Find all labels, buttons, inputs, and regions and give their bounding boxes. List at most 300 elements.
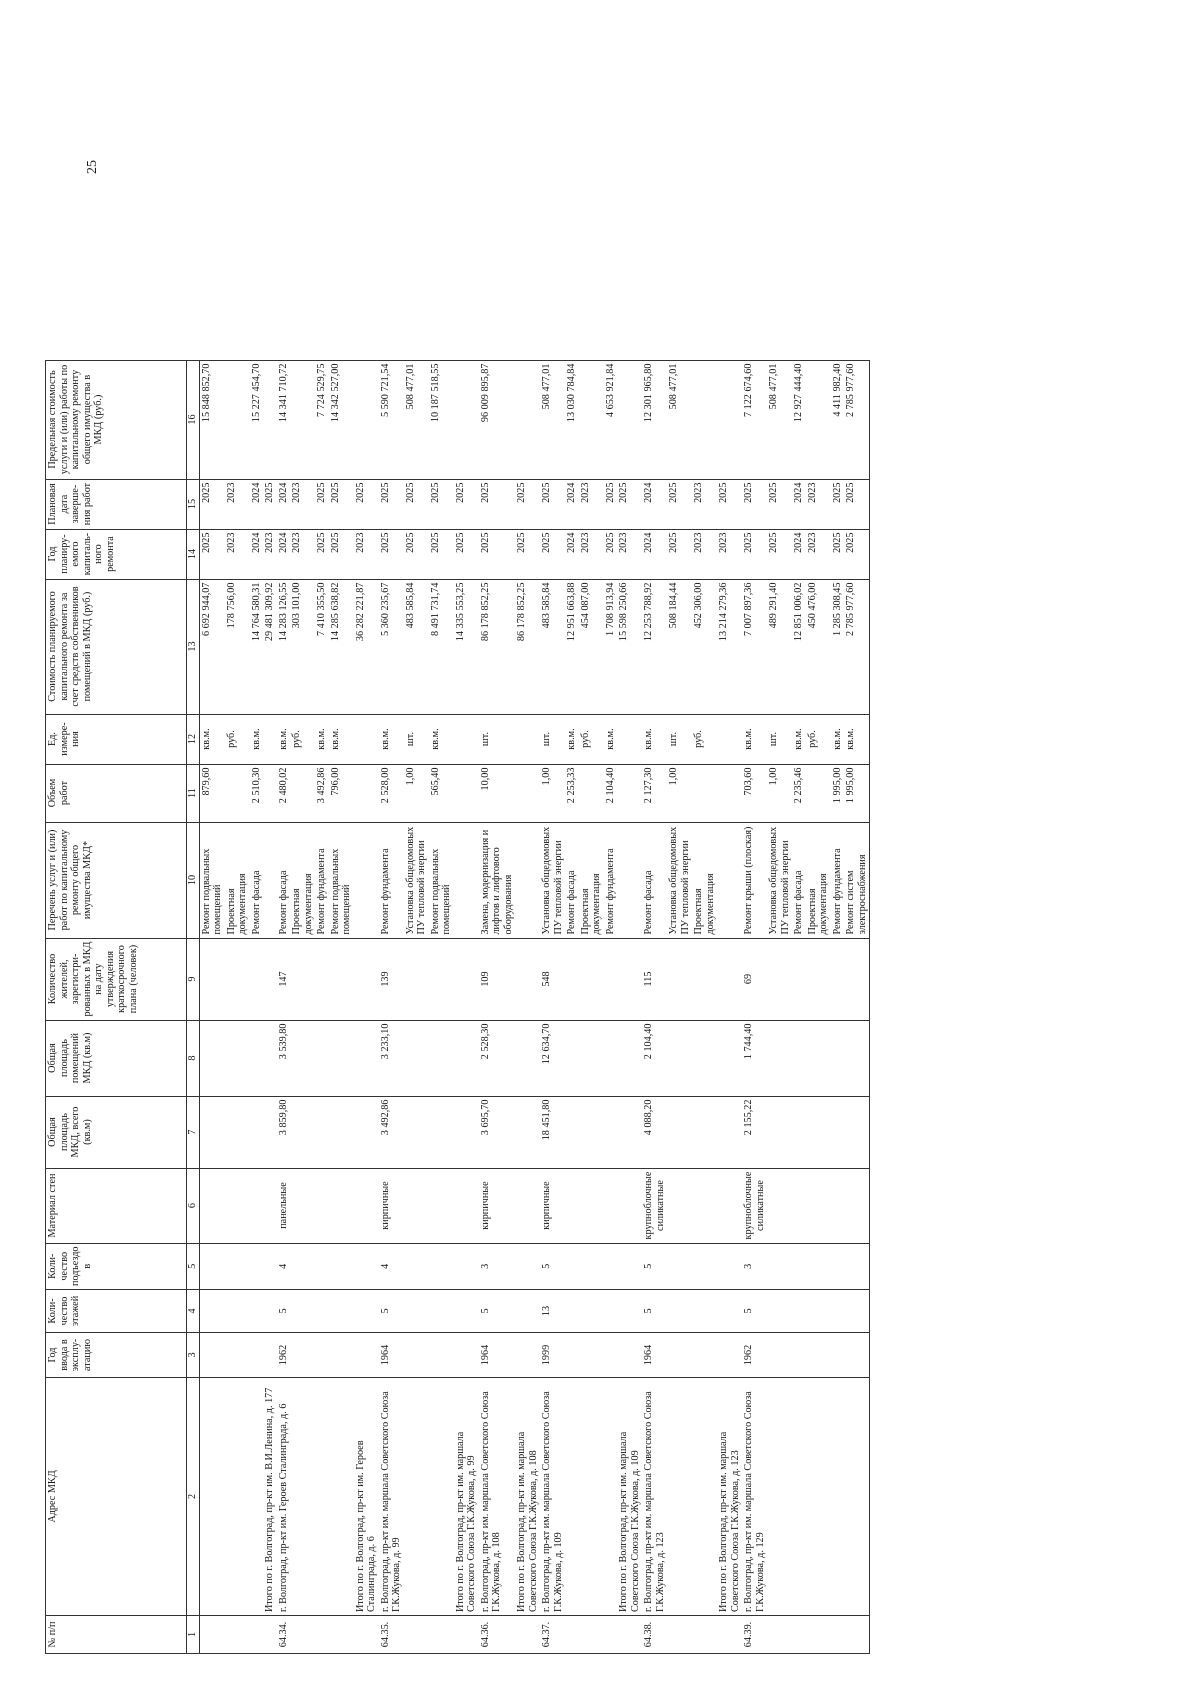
cell-premises-area (315, 1020, 329, 1096)
cell-row-number (565, 1616, 579, 1654)
cell-floors (354, 1290, 379, 1333)
cell-work-type (515, 822, 540, 938)
cell-limit-cost: 7 724 529,75 (315, 360, 329, 479)
cell-wall-material: крупноблочные силикатные (642, 1168, 667, 1243)
cell-total-area (354, 1096, 379, 1168)
cell-total-area (263, 1096, 277, 1168)
cell-year-built (617, 1333, 642, 1378)
cell-entrances (404, 1243, 429, 1289)
cell-planned-year: 2023 (717, 529, 742, 579)
cell-year-built (250, 1333, 264, 1378)
cell-wall-material (454, 1168, 479, 1243)
cell-completion-year: 2025 (404, 479, 429, 529)
cell-premises-area (579, 1020, 604, 1096)
column-number: 11 (187, 764, 200, 822)
cell-row-number (717, 1616, 742, 1654)
cell-address: г. Волгоград, пр-кт им. Героев Сталинграда, д. 6 (277, 1378, 291, 1616)
table-row (565, 360, 579, 1653)
cell-residents (692, 938, 717, 1020)
cell-floors (429, 1290, 454, 1333)
cell-total-area (315, 1096, 329, 1168)
cell-address (290, 1378, 315, 1616)
cell-unit (263, 714, 277, 764)
table-row (250, 360, 264, 1653)
cell-wall-material (250, 1168, 264, 1243)
cell-entrances (767, 1243, 792, 1289)
cell-premises-area: 1 744,40 (742, 1020, 767, 1096)
cell-premises-area (429, 1020, 454, 1096)
cell-unit: кв.м. (199, 714, 225, 764)
cell-total-area (515, 1096, 540, 1168)
cell-residents (515, 938, 540, 1020)
cell-row-number (767, 1616, 792, 1654)
total-row (717, 360, 742, 1653)
cell-planned-year: 2024 (792, 529, 806, 579)
cell-planned-year: 2023 (579, 529, 604, 579)
cell-completion-year: 2025 (717, 479, 742, 529)
cell-premises-area (792, 1020, 806, 1096)
cell-completion-year: 2025 (515, 479, 540, 529)
cell-work-volume: 1,00 (667, 764, 692, 822)
cell-year-built (565, 1333, 579, 1378)
cell-residents (329, 938, 354, 1020)
cell-limit-cost: 15 227 454,70 (250, 360, 264, 479)
header-cell: Год планиру-емого капиталь-ного ремонта (46, 529, 187, 579)
cell-work-volume (515, 764, 540, 822)
cell-total-area (604, 1096, 618, 1168)
column-number: 2 (187, 1378, 200, 1616)
cell-completion-year: 2024 (250, 479, 264, 529)
cell-planned-year: 2025 (540, 529, 565, 579)
cell-row-number (454, 1616, 479, 1654)
cell-floors (792, 1290, 806, 1333)
cell-limit-cost: 13 030 784,84 (565, 360, 579, 479)
cell-wall-material (329, 1168, 354, 1243)
cell-row-number: 64.36. (479, 1616, 516, 1654)
cell-year-built (767, 1333, 792, 1378)
table-row (479, 360, 516, 1653)
cell-wall-material (263, 1168, 277, 1243)
cell-floors (604, 1290, 618, 1333)
cell-address: г. Волгоград, пр-кт им. маршала Советского Союза Г.К.Жукова, д. 109 (540, 1378, 565, 1616)
cell-planned-cost: 8 491 731,74 (429, 579, 454, 714)
cell-unit: шт. (540, 714, 565, 764)
cell-premises-area (290, 1020, 315, 1096)
cell-floors (831, 1290, 845, 1333)
cell-planned-cost: 29 481 309,92 (263, 579, 277, 714)
cell-total-area (429, 1096, 454, 1168)
cell-premises-area: 2 104,40 (642, 1020, 667, 1096)
cell-unit: кв.м. (831, 714, 845, 764)
cell-limit-cost (579, 360, 604, 479)
cell-wall-material: кирпичные (540, 1168, 565, 1243)
cell-residents (429, 938, 454, 1020)
cell-address: Итого по г. Волгоград, пр-кт им. маршала Советского Союза Г.К.Жукова, д. 108 (515, 1378, 540, 1616)
cell-work-type: Ремонт фасада (565, 822, 579, 938)
cell-row-number (404, 1616, 429, 1654)
cell-address (329, 1378, 354, 1616)
header-cell: Коли-чество этажей (46, 1290, 187, 1333)
cell-residents (315, 938, 329, 1020)
cell-address: Итого по г. Волгоград, пр-кт им. маршала Советского Союза Г.К.Жукова, д. 123 (717, 1378, 742, 1616)
page-number: 25 (85, 160, 100, 174)
cell-work-volume (354, 764, 379, 822)
cell-year-built: 1964 (642, 1333, 667, 1378)
cell-work-volume: 2 480,02 (277, 764, 291, 822)
cell-completion-year: 2025 (454, 479, 479, 529)
cell-limit-cost: 12 927 444,40 (792, 360, 806, 479)
cell-floors (329, 1290, 354, 1333)
cell-row-number (315, 1616, 329, 1654)
table-row (579, 360, 604, 1653)
cell-floors (199, 1290, 225, 1333)
cell-planned-cost: 14 285 638,82 (329, 579, 354, 714)
cell-wall-material (717, 1168, 742, 1243)
column-number: 13 (187, 579, 200, 714)
cell-unit: шт. (667, 714, 692, 764)
cell-total-area (579, 1096, 604, 1168)
cell-unit: кв.м. (250, 714, 264, 764)
cell-address (404, 1378, 429, 1616)
table-row (315, 360, 329, 1653)
column-number: 4 (187, 1290, 200, 1333)
cell-address: Итого по г. Волгоград, пр-кт им. В.И.Ленина, д. 177 (263, 1378, 277, 1616)
cell-residents (844, 938, 870, 1020)
table-row (831, 360, 845, 1653)
cell-wall-material (831, 1168, 845, 1243)
cell-planned-year: 2025 (379, 529, 404, 579)
cell-row-number: 64.39. (742, 1616, 767, 1654)
cell-work-type: Проектная документация (290, 822, 315, 938)
cell-entrances (579, 1243, 604, 1289)
cell-row-number (225, 1616, 250, 1654)
cell-work-type: Ремонт фасада (277, 822, 291, 938)
cell-floors (692, 1290, 717, 1333)
cell-planned-cost: 489 291,40 (767, 579, 792, 714)
cell-planned-cost: 13 214 279,36 (717, 579, 742, 714)
cell-work-type: Установка общедомовых ПУ тепловой энергии (540, 822, 565, 938)
cell-planned-cost: 14 283 126,55 (277, 579, 291, 714)
cell-limit-cost (692, 360, 717, 479)
column-number: 6 (187, 1168, 200, 1243)
cell-work-type (717, 822, 742, 938)
cell-completion-year: 2025 (354, 479, 379, 529)
cell-address (225, 1378, 250, 1616)
cell-floors (263, 1290, 277, 1333)
cell-entrances (329, 1243, 354, 1289)
cell-planned-cost: 1 708 913,94 (604, 579, 618, 714)
cell-planned-year: 2025 (742, 529, 767, 579)
cell-year-built (404, 1333, 429, 1378)
cell-floors (515, 1290, 540, 1333)
cell-planned-year: 2024 (565, 529, 579, 579)
header-cell: Ед. измере-ния (46, 714, 187, 764)
cell-total-area: 18 451,80 (540, 1096, 565, 1168)
cell-planned-cost: 450 476,00 (806, 579, 831, 714)
cell-work-volume: 796,00 (329, 764, 354, 822)
cell-completion-year: 2024 (642, 479, 667, 529)
cell-floors (579, 1290, 604, 1333)
cell-entrances (515, 1243, 540, 1289)
cell-premises-area (717, 1020, 742, 1096)
cell-work-volume (454, 764, 479, 822)
cell-work-volume (290, 764, 315, 822)
table-row (692, 360, 717, 1653)
column-number: 8 (187, 1020, 200, 1096)
header-cell: № п/п (46, 1616, 187, 1654)
cell-completion-year: 2025 (667, 479, 692, 529)
cell-residents (354, 938, 379, 1020)
cell-work-type (263, 822, 277, 938)
cell-address (806, 1378, 831, 1616)
cell-planned-cost: 14 764 580,31 (250, 579, 264, 714)
cell-wall-material (199, 1168, 225, 1243)
cell-address: Итого по г. Волгоград, пр-кт им. маршала Советского Союза Г.К.Жукова, д. 109 (617, 1378, 642, 1616)
cell-row-number: 64.35. (379, 1616, 404, 1654)
cell-total-area (717, 1096, 742, 1168)
cell-completion-year: 2025 (315, 479, 329, 529)
cell-premises-area (199, 1020, 225, 1096)
cell-work-type: Ремонт подвальных помещений (429, 822, 454, 938)
cell-row-number (792, 1616, 806, 1654)
cell-work-type: Установка общедомовых ПУ тепловой энергии (667, 822, 692, 938)
cell-planned-year: 2025 (404, 529, 429, 579)
cell-limit-cost (806, 360, 831, 479)
cell-limit-cost: 4 653 921,84 (604, 360, 618, 479)
cell-wall-material (565, 1168, 579, 1243)
total-row (454, 360, 479, 1653)
cell-limit-cost: 508 477,01 (667, 360, 692, 479)
cell-unit: кв.м. (642, 714, 667, 764)
column-number: 12 (187, 714, 200, 764)
table-row (540, 360, 565, 1653)
cell-premises-area: 12 634,70 (540, 1020, 565, 1096)
cell-floors: 5 (479, 1290, 516, 1333)
table-row (429, 360, 454, 1653)
cell-wall-material (604, 1168, 618, 1243)
cell-work-volume (806, 764, 831, 822)
cell-row-number: 64.37. (540, 1616, 565, 1654)
cell-residents (199, 938, 225, 1020)
cell-row-number (806, 1616, 831, 1654)
cell-row-number (604, 1616, 618, 1654)
cell-address (831, 1378, 845, 1616)
column-number: 9 (187, 938, 200, 1020)
cell-work-type: Ремонт фундамента (831, 822, 845, 938)
cell-wall-material (354, 1168, 379, 1243)
cell-work-type: Ремонт подвальных помещений (329, 822, 354, 938)
cell-planned-cost: 86 178 852,25 (515, 579, 540, 714)
cell-unit: шт. (767, 714, 792, 764)
cell-year-built (692, 1333, 717, 1378)
cell-planned-year: 2025 (429, 529, 454, 579)
cell-row-number (515, 1616, 540, 1654)
cell-completion-year: 2023 (692, 479, 717, 529)
cell-wall-material (806, 1168, 831, 1243)
cell-premises-area (263, 1020, 277, 1096)
column-number-row (187, 360, 200, 1653)
cell-total-area (404, 1096, 429, 1168)
cell-floors (454, 1290, 479, 1333)
cell-work-type (354, 822, 379, 938)
cell-unit: кв.м. (742, 714, 767, 764)
cell-unit: шт. (404, 714, 429, 764)
cell-completion-year: 2025 (617, 479, 642, 529)
table-row (792, 360, 806, 1653)
table-row (290, 360, 315, 1653)
cell-planned-year: 2023 (354, 529, 379, 579)
cell-work-type: Проектная документация (692, 822, 717, 938)
cell-entrances (792, 1243, 806, 1289)
cell-address: Итого по г. Волгоград, пр-кт им. Героев Сталинграда, д. 6 (354, 1378, 379, 1616)
cell-floors (565, 1290, 579, 1333)
cell-completion-year: 2024 (277, 479, 291, 529)
cell-limit-cost: 508 477,01 (540, 360, 565, 479)
header-cell: Объем работ (46, 764, 187, 822)
table-row (742, 360, 767, 1653)
cell-wall-material (429, 1168, 454, 1243)
cell-year-built (604, 1333, 618, 1378)
cell-residents: 69 (742, 938, 767, 1020)
total-row (263, 360, 277, 1653)
cell-floors (250, 1290, 264, 1333)
table-row (277, 360, 291, 1653)
total-row (354, 360, 379, 1653)
cell-work-volume (579, 764, 604, 822)
cell-entrances (199, 1243, 225, 1289)
cell-address (250, 1378, 264, 1616)
cell-completion-year: 2025 (479, 479, 516, 529)
cell-entrances: 5 (540, 1243, 565, 1289)
cell-residents (250, 938, 264, 1020)
cell-unit: шт. (479, 714, 516, 764)
cell-entrances (692, 1243, 717, 1289)
cell-entrances (617, 1243, 642, 1289)
cell-address (692, 1378, 717, 1616)
cell-work-type: Проектная документация (806, 822, 831, 938)
header-cell: Материал стен (46, 1168, 187, 1243)
cell-limit-cost (290, 360, 315, 479)
cell-planned-cost: 483 585,84 (404, 579, 429, 714)
cell-floors: 5 (642, 1290, 667, 1333)
cell-limit-cost: 96 009 895,87 (479, 360, 516, 479)
cell-premises-area (692, 1020, 717, 1096)
cell-limit-cost (717, 360, 742, 479)
cell-year-built: 1999 (540, 1333, 565, 1378)
cell-residents (263, 938, 277, 1020)
cell-row-number (579, 1616, 604, 1654)
cell-work-volume: 2 510,30 (250, 764, 264, 822)
cell-completion-year: 2025 (199, 479, 225, 529)
cell-entrances: 4 (379, 1243, 404, 1289)
cell-work-volume: 1,00 (404, 764, 429, 822)
cell-work-volume: 2 127,30 (642, 764, 667, 822)
cell-unit: руб. (692, 714, 717, 764)
cell-wall-material (617, 1168, 642, 1243)
cell-row-number (844, 1616, 870, 1654)
cell-entrances: 3 (479, 1243, 516, 1289)
cell-residents (767, 938, 792, 1020)
cell-unit: кв.м. (565, 714, 579, 764)
cell-wall-material (792, 1168, 806, 1243)
cell-entrances (717, 1243, 742, 1289)
cell-limit-cost: 14 341 710,72 (277, 360, 291, 479)
cell-year-built (806, 1333, 831, 1378)
cell-planned-cost: 1 285 308,45 (831, 579, 845, 714)
cell-total-area (617, 1096, 642, 1168)
cell-completion-year: 2023 (579, 479, 604, 529)
cell-completion-year: 2025 (540, 479, 565, 529)
cell-entrances (565, 1243, 579, 1289)
cell-address: Итого по г. Волгоград, пр-кт им. маршала Советского Союза Г.К.Жукова, д. 99 (454, 1378, 479, 1616)
cell-year-built (225, 1333, 250, 1378)
cell-work-type: Ремонт крыши (плоская) (742, 822, 767, 938)
cell-total-area: 3 695,70 (479, 1096, 516, 1168)
cell-planned-year: 2025 (831, 529, 845, 579)
cell-completion-year: 2025 (767, 479, 792, 529)
cell-wall-material: кирпичные (479, 1168, 516, 1243)
cell-limit-cost (354, 360, 379, 479)
cell-floors (290, 1290, 315, 1333)
cell-planned-cost: 36 282 221,87 (354, 579, 379, 714)
cell-planned-year: 2025 (199, 529, 225, 579)
cell-unit (617, 714, 642, 764)
cell-planned-year: 2025 (604, 529, 618, 579)
cell-residents (454, 938, 479, 1020)
cell-total-area (290, 1096, 315, 1168)
cell-residents: 115 (642, 938, 667, 1020)
cell-work-type: Замена, модернизация и лифтов и лифтового оборудования (479, 822, 516, 938)
cell-row-number (617, 1616, 642, 1654)
cell-total-area: 4 088,20 (642, 1096, 667, 1168)
cell-residents (617, 938, 642, 1020)
cell-work-volume: 2 528,00 (379, 764, 404, 822)
cell-wall-material (692, 1168, 717, 1243)
cell-entrances: 5 (642, 1243, 667, 1289)
header-cell: Перечень услуг и (или) работ по капитальному ремонту общего имущества МКД* (46, 822, 187, 938)
cell-premises-area (225, 1020, 250, 1096)
table-row (667, 360, 692, 1653)
cell-unit: кв.м. (329, 714, 354, 764)
header-cell: Стоимость планируемого капитального ремонта за счет средств собственников помещений в МКД (руб.) (46, 579, 187, 714)
cell-completion-year: 2025 (429, 479, 454, 529)
cell-residents (806, 938, 831, 1020)
cell-work-volume: 565,40 (429, 764, 454, 822)
cell-limit-cost (617, 360, 642, 479)
cell-total-area (250, 1096, 264, 1168)
cell-unit: руб. (290, 714, 315, 764)
cell-work-type: Ремонт фундамента (604, 822, 618, 938)
cell-planned-cost: 12 253 788,92 (642, 579, 667, 714)
cell-planned-cost: 14 335 553,25 (454, 579, 479, 714)
cell-planned-cost: 303 101,00 (290, 579, 315, 714)
cell-work-type: Ремонт подвальных помещений (199, 822, 225, 938)
cell-completion-year: 2025 (379, 479, 404, 529)
cell-completion-year: 2025 (604, 479, 618, 529)
cell-total-area: 3 492,86 (379, 1096, 404, 1168)
column-number: 16 (187, 360, 200, 479)
cell-entrances: 4 (277, 1243, 291, 1289)
cell-unit (717, 714, 742, 764)
cell-entrances (354, 1243, 379, 1289)
cell-planned-year: 2024 (642, 529, 667, 579)
cell-wall-material (767, 1168, 792, 1243)
cell-completion-year: 2025 (844, 479, 870, 529)
cell-row-number (354, 1616, 379, 1654)
cell-total-area: 2 155,22 (742, 1096, 767, 1168)
header-cell: Общая площадь помещений МКД (кв.м) (46, 1020, 187, 1096)
cell-year-built: 1962 (742, 1333, 767, 1378)
